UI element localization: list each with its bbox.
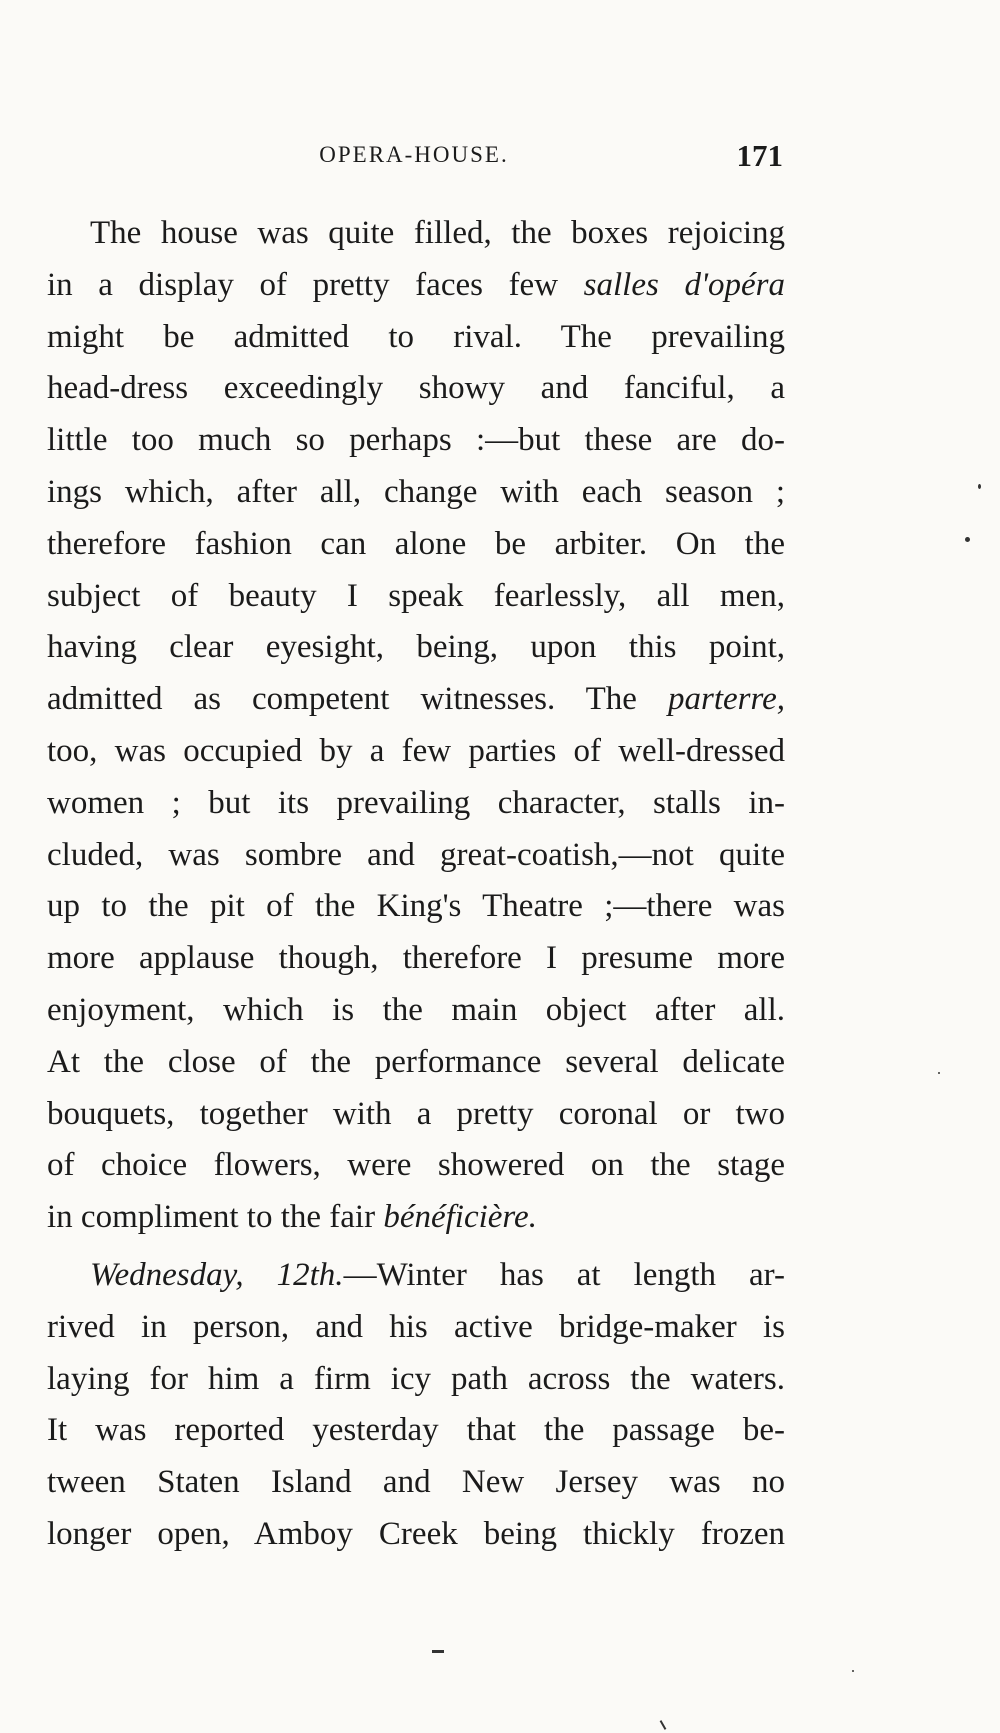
text-line: up to the pit of the King's Theatre ;—there was	[47, 888, 785, 925]
text-line: subject of beauty I speak fearlessly, all men,	[47, 577, 785, 614]
text-line: It was reported yesterday that the passage be-	[47, 1412, 785, 1449]
scan-mark	[432, 1650, 444, 1653]
text-line: in compliment to the fair bénéficière.	[47, 1199, 537, 1236]
scan-speck	[965, 537, 970, 542]
text-line: longer open, Amboy Creek being thickly frozen	[47, 1515, 785, 1552]
scan-speck	[938, 1072, 940, 1074]
text-line: At the close of the performance several delicate	[47, 1043, 785, 1080]
running-title: OPERA-HOUSE.	[319, 142, 509, 167]
text-line: head-dress exceedingly showy and fanciful, a	[47, 370, 785, 407]
italic-date: Wednesday, 12th.	[90, 1256, 344, 1293]
italic-phrase: salles d'opéra	[583, 266, 785, 303]
italic-phrase: parterre,	[667, 681, 785, 718]
italic-phrase: bénéficière.	[383, 1199, 537, 1236]
text-line: too, was occupied by a few parties of well-dressed	[47, 732, 785, 769]
text-line: bouquets, together with a pretty coronal or two	[47, 1095, 785, 1132]
text-line: more applause though, therefore I presume more	[47, 940, 785, 977]
text-line: having clear eyesight, being, upon this point,	[47, 629, 785, 666]
text-line: in a display of pretty faces few salles d'opéra	[47, 266, 785, 303]
text-line: ings which, after all, change with each season ;	[47, 473, 785, 510]
text-line: rived in person, and his active bridge-maker is	[47, 1308, 785, 1345]
text-line: laying for him a firm icy path across the waters.	[47, 1360, 785, 1397]
text-line: The house was quite filled, the boxes rejoicing	[90, 215, 785, 251]
page-number: 171	[736, 138, 783, 173]
text-line: of choice flowers, were showered on the stage	[47, 1147, 785, 1184]
text-line: little too much so perhaps :—but these are do-	[47, 422, 785, 459]
text-line: might be admitted to rival. The prevailing	[47, 318, 785, 355]
scan-speck	[978, 484, 981, 489]
text-line: Wednesday, 12th.—Winter has at length ar-	[90, 1256, 785, 1293]
scan-mark	[660, 1720, 667, 1730]
scan-speck	[852, 1670, 854, 1672]
text-line: cluded, was sombre and great-coatish,—not quite	[47, 836, 785, 873]
text-line: women ; but its prevailing character, stalls in-	[47, 784, 785, 821]
text-line: tween Staten Island and New Jersey was no	[47, 1464, 785, 1501]
text-line: therefore fashion can alone be arbiter. On the	[47, 525, 785, 562]
text-line: admitted as competent witnesses. The parterre,	[47, 681, 785, 718]
text-line: enjoyment, which is the main object after all.	[47, 991, 785, 1028]
body-text	[47, 208, 785, 1561]
running-head	[45, 138, 783, 178]
